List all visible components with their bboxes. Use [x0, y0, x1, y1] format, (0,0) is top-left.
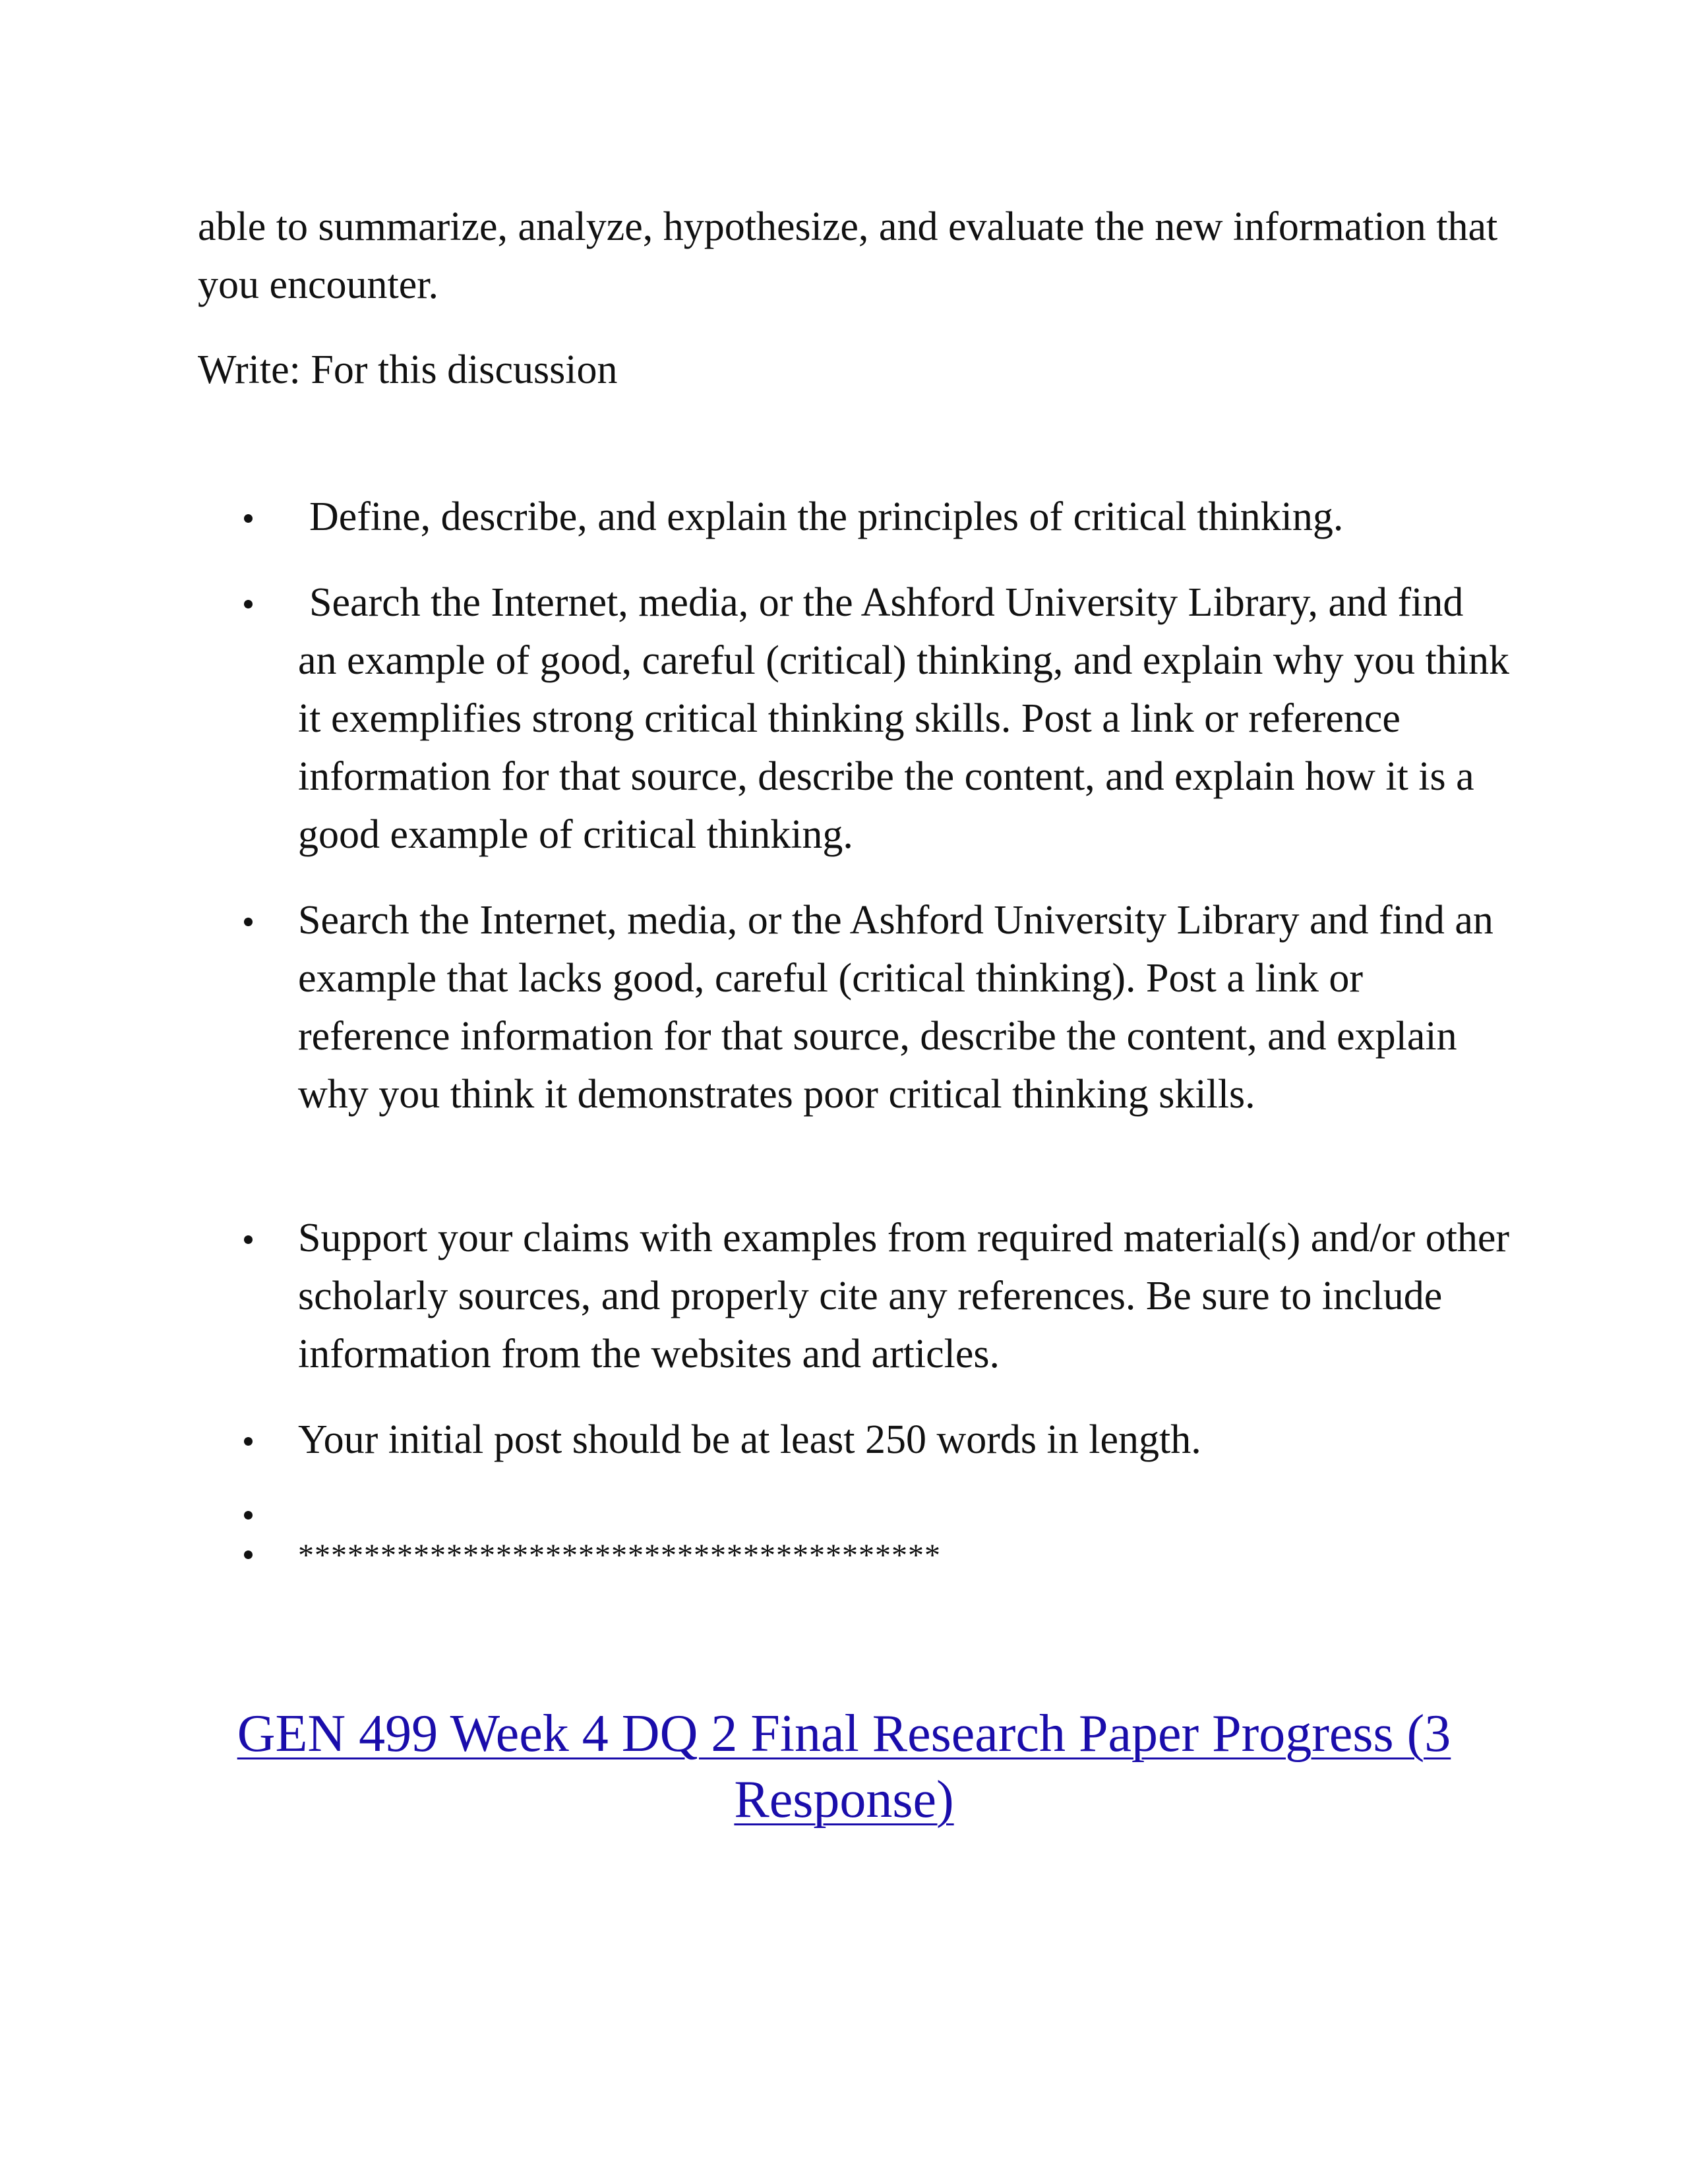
bullet-icon [244, 918, 253, 926]
list-item-text: Search the Internet, media, or the Ashford University Library and find an example that lacks good, careful (critical thinking). Post a link or reference information for that source, describe the content, and explain why you think it demonstrates poor critical thinking skills. [298, 898, 1493, 1117]
list-item [0, 1536, 1688, 1576]
list-item-text: Define, describe, and explain the principles of critical thinking. [309, 494, 1344, 539]
separator-stars: *************************************** [298, 1538, 941, 1573]
bullet-icon [244, 1235, 253, 1244]
list-item-text: Support your claims with examples from required material(s) and/or other scholarly sources, and properly cite any references. Be sure to include information from the websites and articles. [298, 1216, 1510, 1376]
bullet-icon [244, 600, 253, 608]
intro-paragraph: able to summarize, analyze, hypothesize, and evaluate the new information that you encounter. [198, 204, 1498, 307]
list-item-text: Your initial post should be at least 250 words in length. [298, 1417, 1201, 1462]
bullet-icon [244, 1550, 253, 1559]
bullet-icon [244, 514, 253, 523]
list-item-text: Search the Internet, media, or the Ashford University Library, and find an example of good, careful (critical) thinking, and explain why you think it exemplifies strong critical thinking skills. Post a link or reference information for that source, describe the content, and explain how it is a good example of critical thinking. [298, 580, 1510, 857]
research-paper-link[interactable]: GEN 499 Week 4 DQ 2 Final Research Paper Progress (3 Response) [237, 1705, 1451, 1829]
bullet-icon [244, 1437, 253, 1446]
list-item [0, 1496, 1688, 1536]
write-instruction: Write: For this discussion [198, 347, 618, 392]
bullet-icon [244, 1511, 253, 1520]
